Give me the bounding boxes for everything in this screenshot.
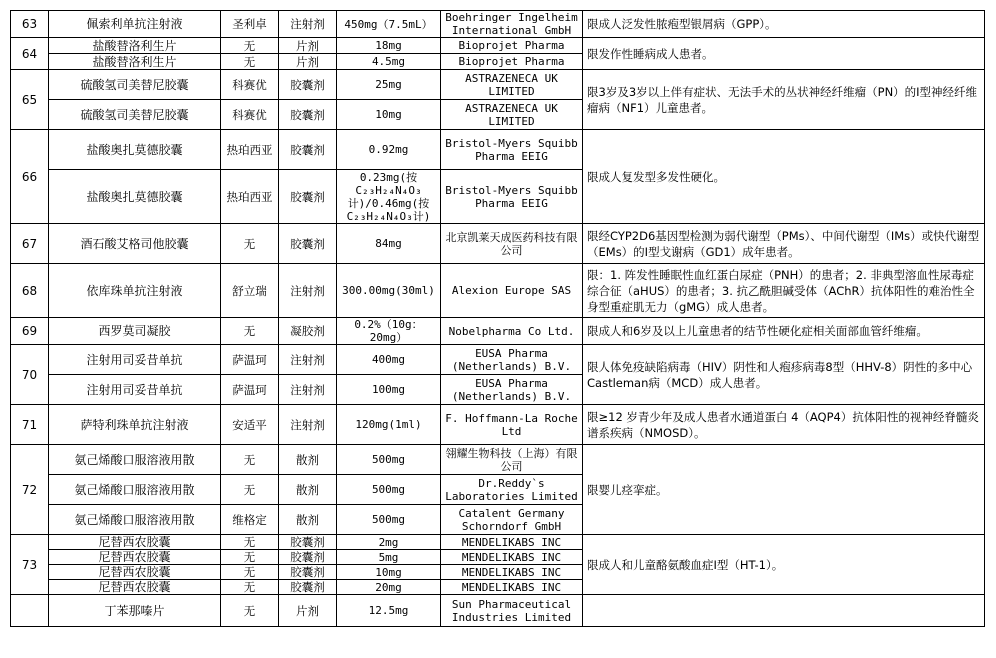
- spec-cell: 100mg: [337, 375, 441, 405]
- table-row: [11, 11, 985, 38]
- table-row: [11, 345, 985, 375]
- brand-cell: 热珀西亚: [221, 130, 279, 170]
- spec-cell: 84mg: [337, 224, 441, 264]
- brand-cell: 安适平: [221, 405, 279, 445]
- drug-name-cell: 盐酸奥扎莫德胶囊: [49, 170, 221, 224]
- brand-cell: 无: [221, 318, 279, 345]
- spec-cell: 12.5mg: [337, 595, 441, 627]
- dosage-form-cell: 片剂: [279, 38, 337, 54]
- dosage-form-cell: 片剂: [279, 595, 337, 627]
- dosage-form-cell: 注射剂: [279, 405, 337, 445]
- brand-cell: 科赛优: [221, 100, 279, 130]
- company-cell: Catalent Germany Schorndorf GmbH: [441, 505, 583, 535]
- company-cell: Alexion Europe SAS: [441, 264, 583, 318]
- company-cell: Bristol-Myers Squibb Pharma EEIG: [441, 170, 583, 224]
- spec-cell: 18mg: [337, 38, 441, 54]
- brand-cell: 萨温珂: [221, 375, 279, 405]
- spec-cell: 10mg: [337, 100, 441, 130]
- brand-cell: 无: [221, 475, 279, 505]
- spec-cell: 400mg: [337, 345, 441, 375]
- spec-cell: 2mg: [337, 535, 441, 550]
- spec-cell: 500mg: [337, 475, 441, 505]
- company-cell: Nobelpharma Co Ltd.: [441, 318, 583, 345]
- company-cell: 北京凯莱天成医药科技有限公司: [441, 224, 583, 264]
- company-cell: ASTRAZENECA UK LIMITED: [441, 70, 583, 100]
- table-body: [11, 11, 985, 627]
- company-cell: MENDELIKABS INC: [441, 535, 583, 550]
- spec-cell: 10mg: [337, 565, 441, 580]
- indication-cell: 限≥12 岁青少年及成人患者水通道蛋白 4（AQP4）抗体阳性的视神经脊髓炎谱系疾病（NMOSD）。: [583, 405, 985, 445]
- drug-name-cell: 丁苯那嗪片: [49, 595, 221, 627]
- table-row: [11, 264, 985, 318]
- serial-number-cell: 65: [11, 70, 49, 130]
- spec-cell: 0.2%（10g：20mg）: [337, 318, 441, 345]
- drug-name-cell: 尼替西农胶囊: [49, 565, 221, 580]
- indication-cell: 限成人泛发性脓疱型银屑病（GPP）。: [583, 11, 985, 38]
- serial-number-cell: 70: [11, 345, 49, 405]
- brand-cell: 维格定: [221, 505, 279, 535]
- company-cell: MENDELIKABS INC: [441, 580, 583, 595]
- brand-cell: 无: [221, 565, 279, 580]
- drug-name-cell: 氨己烯酸口服溶液用散: [49, 475, 221, 505]
- brand-cell: 无: [221, 224, 279, 264]
- spec-cell: 0.92mg: [337, 130, 441, 170]
- spec-cell: 5mg: [337, 550, 441, 565]
- table-row: [11, 224, 985, 264]
- spec-cell: 450mg（7.5mL）: [337, 11, 441, 38]
- serial-number-cell: 71: [11, 405, 49, 445]
- dosage-form-cell: 胶囊剂: [279, 130, 337, 170]
- indication-cell: 限发作性睡病成人患者。: [583, 38, 985, 70]
- serial-number-cell: 73: [11, 535, 49, 595]
- serial-number-cell: 69: [11, 318, 49, 345]
- company-cell: Dr.Reddy`s Laboratories Limited: [441, 475, 583, 505]
- drug-name-cell: 尼替西农胶囊: [49, 550, 221, 565]
- drug-name-cell: 西罗莫司凝胶: [49, 318, 221, 345]
- dosage-form-cell: 胶囊剂: [279, 565, 337, 580]
- company-cell: F. Hoffmann-La Roche Ltd: [441, 405, 583, 445]
- drug-name-cell: 尼替西农胶囊: [49, 535, 221, 550]
- serial-number-cell: [11, 595, 49, 627]
- indication-cell: 限成人复发型多发性硬化。: [583, 130, 985, 224]
- dosage-form-cell: 片剂: [279, 54, 337, 70]
- dosage-form-cell: 注射剂: [279, 345, 337, 375]
- company-cell: Bioprojet Pharma: [441, 54, 583, 70]
- dosage-form-cell: 胶囊剂: [279, 550, 337, 565]
- brand-cell: 无: [221, 595, 279, 627]
- table-row: [11, 70, 985, 100]
- brand-cell: 圣利卓: [221, 11, 279, 38]
- dosage-form-cell: 胶囊剂: [279, 580, 337, 595]
- dosage-form-cell: 胶囊剂: [279, 170, 337, 224]
- drug-name-cell: 依库珠单抗注射液: [49, 264, 221, 318]
- spec-cell: 25mg: [337, 70, 441, 100]
- table-row: [11, 38, 985, 54]
- indication-cell: 限成人和儿童酪氨酸血症Ⅰ型（HT-1）。: [583, 535, 985, 595]
- drug-name-cell: 盐酸奥扎莫德胶囊: [49, 130, 221, 170]
- drug-name-cell: 盐酸替洛利生片: [49, 38, 221, 54]
- dosage-form-cell: 散剂: [279, 475, 337, 505]
- brand-cell: 科赛优: [221, 70, 279, 100]
- dosage-form-cell: 胶囊剂: [279, 100, 337, 130]
- dosage-form-cell: 散剂: [279, 445, 337, 475]
- company-cell: Boehringer Ingelheim International GmbH: [441, 11, 583, 38]
- drug-name-cell: 硫酸氢司美替尼胶囊: [49, 100, 221, 130]
- serial-number-cell: 64: [11, 38, 49, 70]
- indication-cell: 限成人和6岁及以上儿童患者的结节性硬化症相关面部血管纤维瘤。: [583, 318, 985, 345]
- drug-name-cell: 注射用司妥昔单抗: [49, 345, 221, 375]
- company-cell: Bristol-Myers Squibb Pharma EEIG: [441, 130, 583, 170]
- spec-cell: 500mg: [337, 445, 441, 475]
- dosage-form-cell: 凝胶剂: [279, 318, 337, 345]
- dosage-form-cell: 注射剂: [279, 375, 337, 405]
- drug-name-cell: 硫酸氢司美替尼胶囊: [49, 70, 221, 100]
- table-row: [11, 445, 985, 475]
- spec-cell: 20mg: [337, 580, 441, 595]
- dosage-form-cell: 散剂: [279, 505, 337, 535]
- drug-name-cell: 氨己烯酸口服溶液用散: [49, 445, 221, 475]
- company-cell: ASTRAZENECA UK LIMITED: [441, 100, 583, 130]
- serial-number-cell: 66: [11, 130, 49, 224]
- drug-name-cell: 注射用司妥昔单抗: [49, 375, 221, 405]
- spec-cell: 500mg: [337, 505, 441, 535]
- company-cell: MENDELIKABS INC: [441, 550, 583, 565]
- indication-cell: 限经CYP2D6基因型检测为弱代谢型（PMs）、中间代谢型（IMs）或快代谢型（EMs）的Ⅰ型戈谢病（GD1）成年患者。: [583, 224, 985, 264]
- brand-cell: 无: [221, 445, 279, 475]
- drug-name-cell: 佩索利单抗注射液: [49, 11, 221, 38]
- company-cell: Sun Pharmaceutical Industries Limited: [441, 595, 583, 627]
- spec-cell: 4.5mg: [337, 54, 441, 70]
- drug-name-cell: 氨己烯酸口服溶液用散: [49, 505, 221, 535]
- company-cell: EUSA Pharma (Netherlands) B.V.: [441, 345, 583, 375]
- company-cell: MENDELIKABS INC: [441, 565, 583, 580]
- drug-list-table: [10, 10, 985, 627]
- drug-name-cell: 萨特利珠单抗注射液: [49, 405, 221, 445]
- serial-number-cell: 63: [11, 11, 49, 38]
- table-row: [11, 405, 985, 445]
- spec-cell: 120mg(1ml): [337, 405, 441, 445]
- indication-cell: 限3岁及3岁以上伴有症状、无法手术的丛状神经纤维瘤（PN）的I型神经纤维瘤病（NF1）儿童患者。: [583, 70, 985, 130]
- drug-name-cell: 盐酸替洛利生片: [49, 54, 221, 70]
- dosage-form-cell: 胶囊剂: [279, 535, 337, 550]
- brand-cell: 无: [221, 38, 279, 54]
- brand-cell: 无: [221, 580, 279, 595]
- serial-number-cell: 68: [11, 264, 49, 318]
- serial-number-cell: 67: [11, 224, 49, 264]
- spec-cell: 300.00mg(30ml): [337, 264, 441, 318]
- table-row: [11, 535, 985, 550]
- brand-cell: 萨温珂: [221, 345, 279, 375]
- dosage-form-cell: 注射剂: [279, 11, 337, 38]
- company-cell: EUSA Pharma (Netherlands) B.V.: [441, 375, 583, 405]
- company-cell: 翎耀生物科技（上海）有限公司: [441, 445, 583, 475]
- brand-cell: 无: [221, 54, 279, 70]
- spec-cell: 0.23mg(按C₂₃H₂₄N₄O₃计)/0.46mg(按C₂₃H₂₄N₄O₃计): [337, 170, 441, 224]
- dosage-form-cell: 胶囊剂: [279, 70, 337, 100]
- brand-cell: 热珀西亚: [221, 170, 279, 224]
- table-row: [11, 318, 985, 345]
- table-row: [11, 130, 985, 170]
- table-row: [11, 595, 985, 627]
- brand-cell: 无: [221, 535, 279, 550]
- indication-cell: 限婴儿痉挛症。: [583, 445, 985, 535]
- brand-cell: 舒立瑞: [221, 264, 279, 318]
- company-cell: Bioprojet Pharma: [441, 38, 583, 54]
- drug-name-cell: 酒石酸艾格司他胶囊: [49, 224, 221, 264]
- indication-cell: 限人体免疫缺陷病毒（HIV）阴性和人疱疹病毒8型（HHV-8）阴性的多中心Castleman病（MCD）成人患者。: [583, 345, 985, 405]
- indication-cell: [583, 595, 985, 627]
- dosage-form-cell: 胶囊剂: [279, 224, 337, 264]
- indication-cell: 限：1. 阵发性睡眠性血红蛋白尿症（PNH）的患者；2. 非典型溶血性尿毒症综合征（aHUS）的患者；3. 抗乙酰胆碱受体（AChR）抗体阳性的难治性全身型重症肌无力（gMG）成人患者。: [583, 264, 985, 318]
- drug-name-cell: 尼替西农胶囊: [49, 580, 221, 595]
- serial-number-cell: 72: [11, 445, 49, 535]
- brand-cell: 无: [221, 550, 279, 565]
- dosage-form-cell: 注射剂: [279, 264, 337, 318]
